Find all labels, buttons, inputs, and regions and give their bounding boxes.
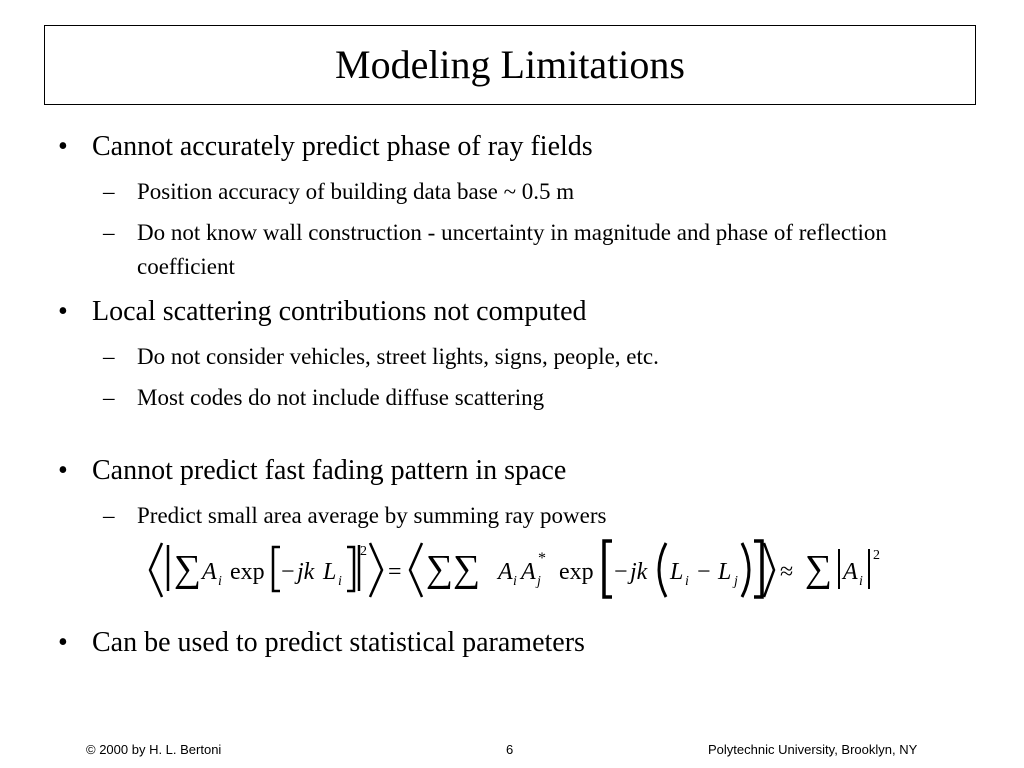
length-i-symbol: L — [670, 559, 684, 585]
sub-bullet-marker: – — [103, 385, 115, 410]
sum-symbol: ∑ — [805, 548, 833, 590]
sub-bullet-1-2 — [103, 216, 957, 284]
left-square-bracket — [604, 541, 612, 597]
exp-function: exp — [230, 559, 265, 585]
bullet-marker: • — [58, 627, 68, 658]
exp-function: exp — [559, 559, 594, 585]
right-angle-bracket — [370, 543, 382, 597]
double-sum-symbol: ∑∑ — [426, 548, 481, 590]
right-square-bracket — [754, 541, 762, 597]
sub-bullet-text: Most codes do not include diffuse scattering — [137, 385, 545, 410]
length-j-subscript: j — [734, 574, 738, 589]
ray-power-formula — [148, 535, 888, 605]
amplitude-j-symbol: A — [521, 559, 536, 585]
amplitude-subscript: i — [218, 574, 222, 589]
length-i-subscript: i — [685, 574, 689, 589]
sum-symbol: ∑ — [174, 548, 202, 590]
bullet-1 — [58, 130, 593, 164]
sub-bullet-text: Do not know wall construction - uncertainty in magnitude and phase of reflection coefficient — [137, 220, 887, 279]
sub-bullet-text: Predict small area average by summing ray powers — [137, 503, 607, 528]
amplitude-subscript: i — [859, 574, 863, 589]
sub-bullet-marker: – — [103, 503, 115, 528]
bullet-text: Cannot accurately predict phase of ray fields — [92, 131, 593, 162]
amplitude-symbol: A — [843, 559, 858, 585]
minus-sign: − — [614, 559, 628, 585]
sub-bullet-text: Position accuracy of building data base ~ 0.5 m — [137, 179, 575, 204]
sub-bullet-marker: – — [103, 220, 115, 245]
sub-bullet-2-1 — [103, 340, 659, 374]
bullet-marker: • — [58, 455, 68, 486]
amplitude-i-subscript: i — [513, 574, 517, 589]
length-subscript: i — [338, 574, 342, 589]
bullet-text: Can be used to predict statistical parameters — [92, 627, 585, 658]
footer-copyright: © 2000 by H. L. Bertoni — [86, 742, 222, 757]
amplitude-j-subscript: j — [537, 574, 541, 589]
footer-institution: Polytechnic University, Brooklyn, NY — [708, 742, 918, 757]
left-angle-bracket — [150, 543, 162, 597]
sub-bullet-text: Do not consider vehicles, street lights, signs, people, etc. — [137, 344, 659, 369]
left-paren — [659, 543, 666, 597]
bullet-3 — [58, 454, 567, 488]
equals-sign: = — [388, 559, 402, 585]
right-square-bracket — [347, 547, 354, 591]
jk-symbol: jk — [297, 559, 315, 585]
footer-page-number: 6 — [506, 742, 514, 757]
bullet-marker: • — [58, 131, 68, 162]
sub-bullet-3-1 — [103, 499, 607, 533]
approx-sign: ≈ — [780, 559, 794, 585]
minus-sign: − — [697, 559, 711, 585]
length-j-symbol: L — [718, 559, 732, 585]
sub-bullet-2-2 — [103, 381, 545, 415]
power-exponent: 2 — [360, 544, 367, 559]
power-exponent: 2 — [873, 548, 880, 563]
minus-sign: − — [281, 559, 295, 585]
conjugate-asterisk: * — [538, 550, 546, 567]
slide-title-box — [44, 25, 976, 105]
bullet-4 — [58, 626, 585, 660]
length-symbol: L — [323, 559, 337, 585]
bullet-marker: • — [58, 296, 68, 327]
jk-symbol: jk — [630, 559, 648, 585]
amplitude-i-symbol: A — [498, 559, 513, 585]
slide-title: Modeling Limitations — [335, 42, 685, 87]
sub-bullet-1-1 — [103, 175, 575, 209]
bullet-2 — [58, 295, 587, 329]
left-square-bracket — [273, 547, 280, 591]
bullet-text: Local scattering contributions not computed — [92, 296, 587, 327]
right-angle-bracket — [764, 543, 774, 597]
left-angle-bracket — [410, 543, 422, 597]
bullet-text: Cannot predict fast fading pattern in space — [92, 455, 567, 486]
sub-bullet-marker: – — [103, 344, 115, 369]
sub-bullet-marker: – — [103, 179, 115, 204]
right-paren — [742, 543, 749, 597]
amplitude-symbol: A — [202, 559, 217, 585]
